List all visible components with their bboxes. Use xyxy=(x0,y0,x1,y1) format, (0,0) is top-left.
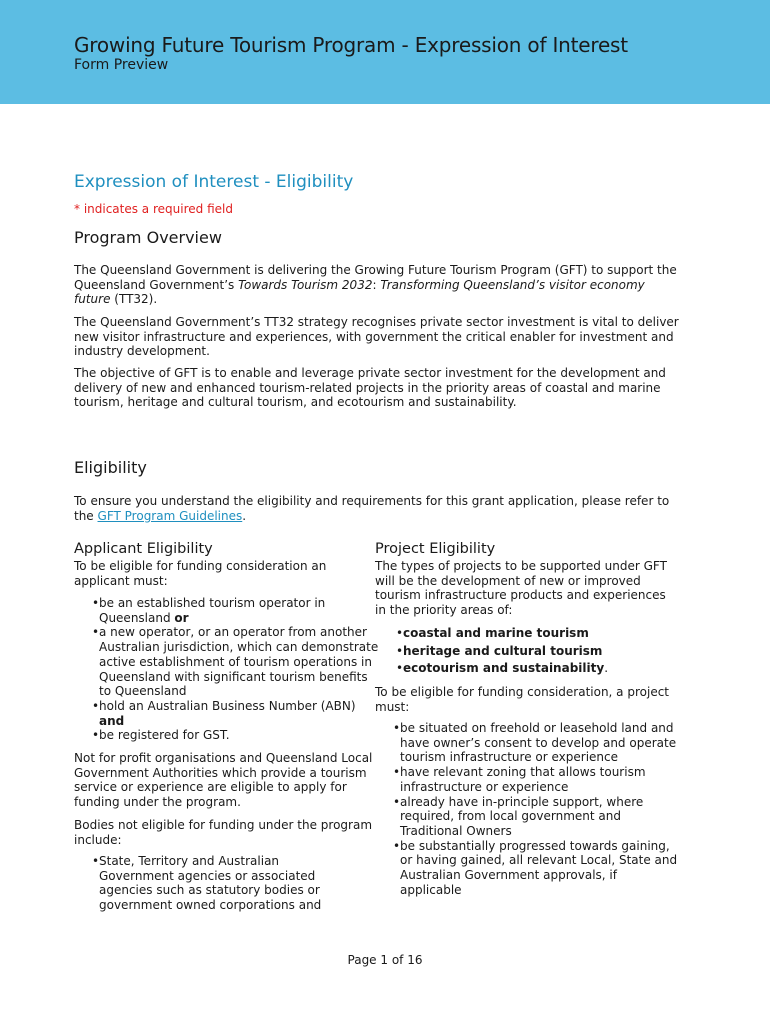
list-item: • hold an Australian Business Number (ABN) and xyxy=(92,698,356,728)
list-item: • State, Territory and Australian Government agencies or associated agencies such as statutory bodies or government owned corporations and xyxy=(92,854,322,913)
project-eligibility-heading: Project Eligibility xyxy=(375,541,496,557)
list-item: • be substantially progressed towards gaining, or having gained, all relevant Local, State and Australian Government approvals, if applicable xyxy=(393,838,678,897)
project-requirements-list xyxy=(393,721,682,897)
bullet-icon: • xyxy=(393,721,401,735)
page-header xyxy=(0,0,770,104)
list-item: • ecotourism and sustainability. xyxy=(403,660,673,678)
project-intro: The types of projects to be supported under GFT will be the development of new or improved tourism infrastructure products and experiences in the priority areas of: xyxy=(375,559,667,618)
list-item: • a new operator, or an operator from another Australian jurisdiction, which can demonstrate active establishment of tourism operations in Queensland with significant tourism benefits to Queensland xyxy=(92,625,379,699)
eligibility-heading: Eligibility xyxy=(74,458,147,477)
overview-paragraph-1: The Queensland Government is delivering the Growing Future Tourism Program (GFT) to support the Queensland Government’s Towards Tourism 2032: Transforming Queensland’s visitor economy future (TT32). xyxy=(74,263,677,307)
bullet-icon: • xyxy=(393,794,401,809)
form-subtitle: Form Preview xyxy=(74,57,169,73)
required-field-note: * indicates a required field xyxy=(74,202,233,216)
page-number: Page 1 of 16 xyxy=(347,953,423,967)
overview-paragraph-2: The Queensland Government’s TT32 strategy recognises private sector investment is vital to deliver new visitor infrastructure and experiences, with government the critical enabler for investment and industry development. xyxy=(74,315,679,359)
bullet-icon: • xyxy=(393,838,401,853)
bullet-icon: • xyxy=(396,643,404,658)
bullet-icon: • xyxy=(92,728,100,743)
bullet-icon: • xyxy=(92,625,100,640)
bullet-icon: • xyxy=(92,596,100,610)
list-item: • coastal and marine tourism xyxy=(403,625,673,643)
list-item: • be registered for GST. xyxy=(92,728,230,743)
form-title: Growing Future Tourism Program - Expression of Interest xyxy=(74,33,628,57)
bullet-icon: • xyxy=(92,854,100,868)
gft-guidelines-link[interactable]: GFT Program Guidelines xyxy=(97,508,243,523)
bodies-intro: Bodies not eligible for funding under the program include: xyxy=(74,818,373,847)
list-item: • already have in-principle support, where required, from local government and Traditional Owners xyxy=(393,794,644,838)
ineligible-bodies-list xyxy=(92,854,349,913)
bullet-icon: • xyxy=(396,626,404,640)
list-item: • have relevant zoning that allows tourism infrastructure or experience xyxy=(393,765,646,794)
bullet-icon: • xyxy=(393,765,401,780)
eligibility-intro: To ensure you understand the eligibility and requirements for this grant application, please refer to the GFT Program Guidelines. xyxy=(74,494,670,523)
list-item: • be situated on freehold or leasehold land and have owner’s consent to develop and operate tourism infrastructure or experience xyxy=(393,721,677,765)
list-item: • be an established tourism operator in Queensland or xyxy=(92,596,326,625)
applicant-eligibility-heading: Applicant Eligibility xyxy=(74,541,213,557)
project-must-intro: To be eligible for funding consideration, a project must: xyxy=(375,685,669,714)
section-title: Expression of Interest - Eligibility xyxy=(74,172,354,192)
overview-paragraph-3: The objective of GFT is to enable and leverage private sector investment for the development and delivery of new and enhanced tourism-related projects in the priority areas of coastal and marine tourism, heritage and cultural tourism, and ecotourism and sustainability. xyxy=(74,366,666,410)
list-item: • heritage and cultural tourism xyxy=(403,643,673,661)
not-for-profit-paragraph: Not for profit organisations and Queensland Local Government Authorities which provide a tourism service or experience are eligible to apply for funding under the program. xyxy=(74,751,373,810)
program-overview-heading: Program Overview xyxy=(74,228,222,247)
applicant-requirements-list xyxy=(92,596,379,743)
applicant-intro: To be eligible for funding consideration an applicant must: xyxy=(74,559,327,588)
bullet-icon: • xyxy=(396,661,404,675)
priority-areas-list xyxy=(396,625,673,678)
bullet-icon: • xyxy=(92,698,100,713)
